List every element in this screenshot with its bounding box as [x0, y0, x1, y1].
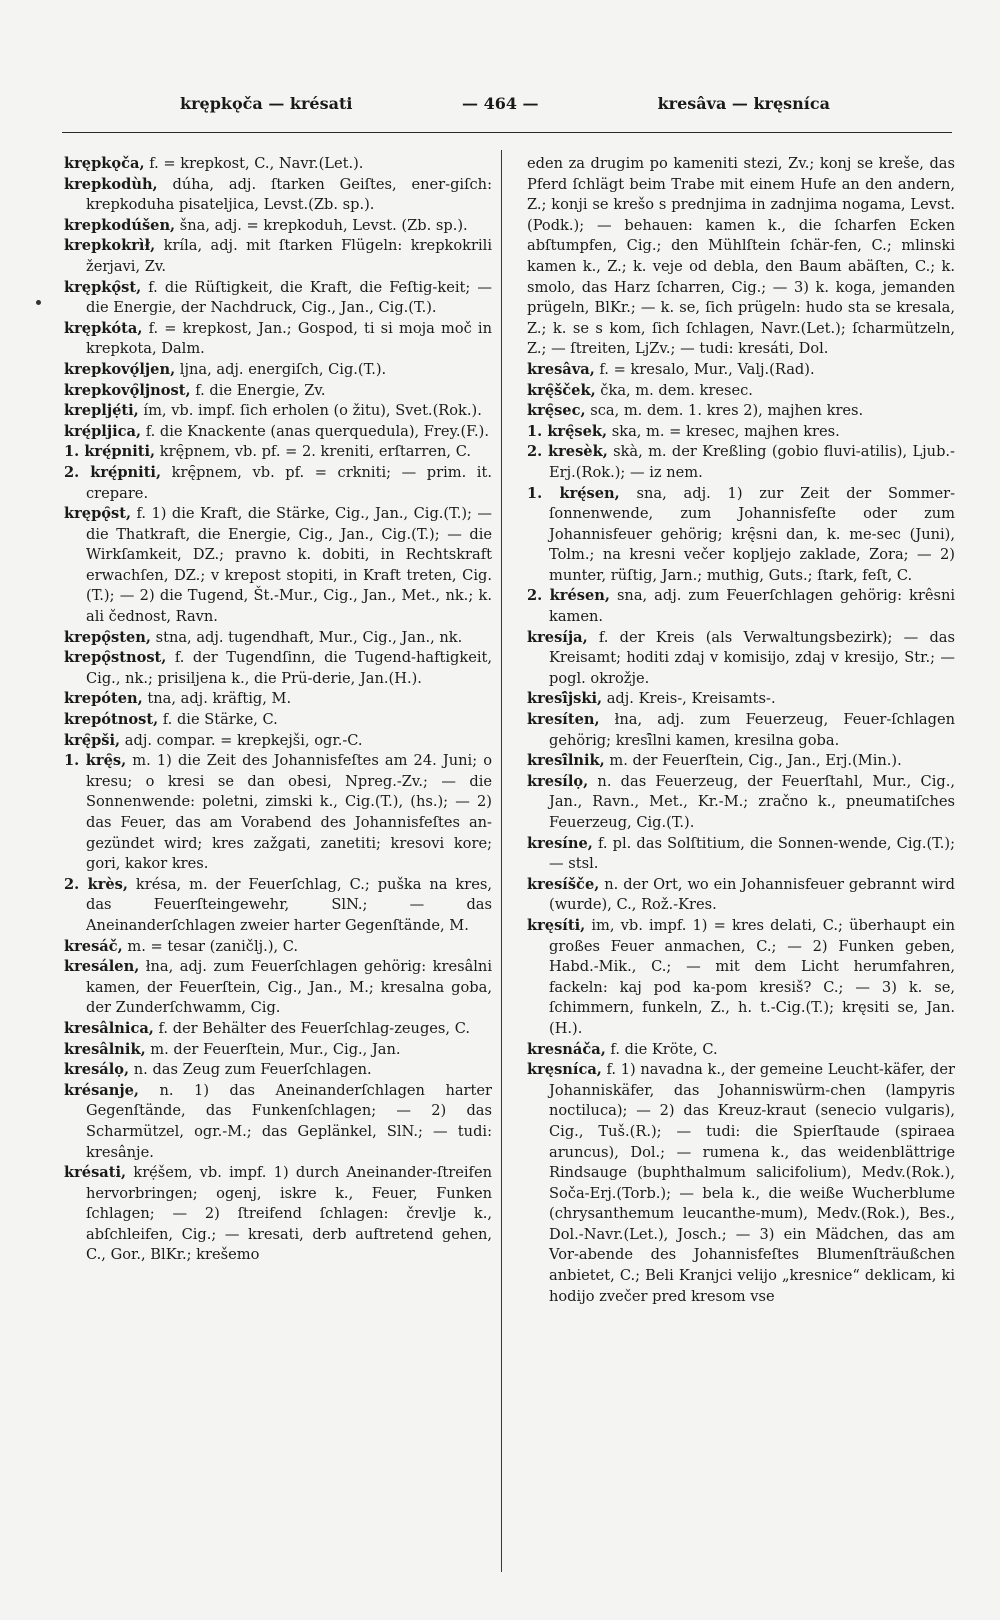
entry-definition: krésa, m. der Feuerſchlag, C.; puška na kres, das Feuerſteingewehr, SlN.; — das Aneinanderſchlagen zweier harter Gegenſtände, M. [86, 875, 492, 934]
entry-definition: adj. Kreis-, Kreisamts-. [602, 690, 776, 708]
dictionary-entry [64, 731, 492, 752]
entry-definition: tna, adj. kräftig, M. [142, 690, 292, 708]
entry-headword: kresílọ, [527, 772, 589, 790]
dictionary-entry [527, 710, 955, 751]
dictionary-entry [64, 628, 492, 649]
entry-headword: krésanje, [64, 1081, 140, 1099]
dictionary-entry [64, 216, 492, 237]
dictionary-entry [64, 360, 492, 381]
entry-definition: skà, m. der Kreßling (gobio fluvi-atilis), Ljub.-Erj.(Rok.); — iz nem. [549, 443, 955, 481]
entry-definition: adj. compar. = krepkejši, ogr.-C. [120, 731, 363, 749]
column-divider [501, 150, 502, 1572]
dictionary-entry [527, 381, 955, 402]
entry-definition: m. 1) die Zeit des Johannisfeſtes am 24. Juni; o kresu; o kresi se dan obesi, Npreg.-Zv.; — die Sonnenwende: poletni, zimski k., Cig.(T.), (hs.); — 2) das Feuer, das am Vorabend des Johannisfeſtes an-gezündet wird; kres zažgati, zanetiti; kresovi kore; gori, kakor kres. [86, 752, 493, 873]
entry-headword: kresálen, [64, 958, 140, 976]
dictionary-entry [527, 834, 955, 875]
entry-definition: čka, m. dem. kresec. [595, 381, 753, 399]
entry-headword: krésati, [64, 1164, 127, 1182]
entry-definition: f. 1) die Kraft, die Stärke, Cig., Jan., Cig.(T.); — die Thatkraft, die Energie, Cig., Jan., Cig.(T.); — die Wirkſamkeit, DZ.; pravno k. dobiti, in Rechtskraft erwachſen, DZ.; v krepost stopiti, in Kraft treten, Cig.(T.); — 2) die Tugend, Št.-Mur., Cig., Jan., Met., nk.; k. ali čednost, Ravn. [86, 505, 492, 626]
dictionary-entry [527, 916, 955, 1040]
dictionary-entry [64, 689, 492, 710]
dictionary-entry [527, 628, 955, 690]
entry-headword: krępkǫ̑st, [64, 278, 142, 296]
entry-definition: krę̑pnem, vb. pf. = crkniti; — prim. it. crepare. [86, 463, 492, 502]
entry-definition: f. = krepkost, C., Navr.(Let.). [144, 155, 364, 172]
entry-definition: sna, adj. zum Feuerſchlagen gehörig: krêsni kamen. [549, 587, 956, 626]
entry-definition: krę̑pnem, vb. pf. = 2. kreniti, erſtarren, C. [155, 443, 471, 461]
entry-definition: n. der Ort, wo ein Johannisfeuer gebrannt wird (wurde), C., Rož.-Kres. [549, 875, 955, 914]
dictionary-entry [527, 1040, 955, 1061]
entry-headword: kręsníca, [527, 1061, 602, 1079]
entry-headword: krępkǫča, [64, 155, 145, 172]
entry-headword: kresnáča, [527, 1040, 606, 1058]
entry-headword: kresíšče, [527, 875, 600, 893]
dictionary-entry [527, 751, 955, 772]
dictionary-entry [64, 463, 492, 504]
entry-definition: f. = kresalo, Mur., Valj.(Rad). [594, 360, 815, 378]
entry-headword: 1. krę́sen, [527, 484, 620, 502]
entry-definition: krẹ́šem, vb. impf. 1) durch Aneinander-ſtreifen hervorbringen; ogenj, iskre k., Feuer, Funken ſchlagen; — 2) ſtreifend ſchlagen: črevlje k., abſchleifen, Cig.; — kresati, derb auftretend gehen, C., Gor., BlKr.; krešemo [86, 1164, 492, 1264]
right-guide-word: kresâva — kręsníca [657, 94, 830, 113]
entry-definition: m. = tesar (zaničlj.), C. [122, 937, 299, 955]
entry-headword: krę́pljica, [64, 422, 142, 440]
entry-definition: f. pl. das Solſtitium, die Sonnen-wende, Cig.(T.); — stsl. [549, 834, 955, 873]
entry-headword: krepótnost, [64, 711, 159, 729]
entry-definition: f. die Stärke, C. [158, 711, 278, 729]
entry-headword: kresálọ, [64, 1061, 130, 1079]
dictionary-entry [64, 422, 492, 443]
dictionary-entry [64, 751, 492, 875]
dictionary-entry [64, 504, 492, 628]
right-column [527, 154, 955, 1307]
dictionary-entry [64, 319, 492, 360]
entry-headword: kresíja, [527, 628, 588, 646]
entry-definition: f. = krepkost, Jan.; Gospod, ti si moja moč in krepkota, Dalm. [86, 319, 492, 358]
entry-definition: f. die Rüſtigkeit, die Kraft, die Feſtig-keit; — die Energie, der Nachdruck, Cig., Jan., Cig.(T.). [86, 278, 492, 317]
entry-headword: kręsíti, [527, 916, 586, 934]
entry-headword: krepkokrìł, [64, 237, 156, 255]
dictionary-entry [64, 648, 492, 689]
dictionary-entry [64, 710, 492, 731]
dictionary-entry [64, 1163, 492, 1266]
entry-headword: krepkodúšen, [64, 216, 176, 234]
entry-headword: krepǫ̑stnost, [64, 649, 167, 667]
entry-headword: 2. krès, [64, 875, 128, 893]
entry-headword: krepkodùh, [64, 175, 158, 193]
entry-definition: im, vb. impf. 1) = kres delati, C.; überhaupt ein großes Feuer anmachen, C.; — 2) Funken geben, Habd.-Mik., C.; — mit dem Licht herumfahren, fackeln: kaj pod ka-pom kresiš? C.; — 3) k. se, ſchimmern, funkeln, Z., h. t.-Cig.(T.); kręsiti se, Jan.(H.). [549, 916, 955, 1037]
entry-headword: 2. kresèk, [527, 443, 608, 461]
entry-definition: łna, adj. zum Feuerzeug, Feuer-ſchlagen gehörig; kresî̑lni kamen, kresilna goba. [549, 711, 955, 749]
entry-definition: n. das Feuerzeug, der Feuerſtahl, Mur., Cig., Jan., Ravn., Met., Kr.-M.; zračno k., pneumatiſches Feuerzeug, Cig.(T.). [549, 772, 955, 831]
entry-definition: šna, adj. = krepkoduh, Levst. (Zb. sp.). [175, 216, 468, 234]
entry-headword: krę̑pši, [64, 731, 121, 749]
entry-headword: kresî̑lnik, [527, 752, 605, 770]
dictionary-entry [64, 154, 492, 175]
entry-definition: ljna, adj. energiſch, Cig.(T.). [175, 360, 387, 378]
dictionary-entry [527, 360, 955, 381]
entry-headword: krepkovǫ́ljen, [64, 360, 176, 378]
entry-definition: kríla, adj. mit ſtarken Flügeln: krepkokrili žerjavi, Zv. [86, 237, 492, 275]
entry-definition: f. die Knackente (anas querquedula), Frey.(F.). [141, 422, 490, 440]
dictionary-entry [527, 689, 955, 710]
dictionary-entry [527, 586, 955, 627]
dictionary-entry [527, 442, 955, 483]
entry-definition: stna, adj. tugendhaft, Mur., Cig., Jan., nk. [150, 628, 463, 646]
entry-definition: f. 1) navadna k., der gemeine Leucht-käfer, der Johanniskäfer, das Johanniswürm-chen (lampyris noctiluca); — 2) das Kreuz-kraut (senecio vulgaris), Cig., Tuš.(R.); — tudi: die Spierſtaude (spiraea aruncus), Dol.; — rumena k., das weidenblättrige Rindsauge (buphthalmum salicifolium), Medv.(Rok.), Soča-Erj.(Torb.); — bela k., die weiße Wucherblume (chrysanthemum leucanthe-mum), Medv.(Rok.), Bes., Dol.-Navr.(Let.), Josch.; — 3) ein Mädchen, das am Vor-abende des Johannisfeſtes Blumenſträußchen anbietet, C.; Beli Kranjci velijo „kresnice“ deklicam, ki hodijo zvečer pred kresom vse [549, 1061, 955, 1305]
dictionary-entry [64, 957, 492, 1019]
dictionary-entry [64, 442, 492, 463]
entry-headword: krępǫ̑st, [64, 505, 132, 523]
dictionary-entry [64, 236, 492, 277]
dictionary-entry [64, 278, 492, 319]
entry-definition: sna, adj. 1) zur Zeit der Sommer-ſonnenwende, zum Johannisfeſte oder zum Johannisfeuer gehörig; krę̑sni dan, k. me-sec (Juni), Tolm.; na kresni večer kopljejo zaklade, Zora; — 2) munter, rüſtig, Jarn.; muthig, Guts.; ſtark, feſt, C. [549, 484, 956, 584]
entry-headword: 1. krę̑sek, [527, 422, 608, 440]
dictionary-entry [64, 875, 492, 937]
dictionary-entry [64, 1019, 492, 1040]
dictionary-entry [64, 401, 492, 422]
entry-headword: kresáč, [64, 937, 123, 955]
dictionary-entry [64, 381, 492, 402]
dictionary-entry [64, 1040, 492, 1061]
dictionary-entry [64, 937, 492, 958]
entry-headword: krę̑sec, [527, 402, 586, 420]
entry-definition: f. der Tugendſinn, die Tugend-haftigkeit, Cig., nk.; prisiljena k., die Prü-derie, Jan.(H.). [86, 649, 492, 687]
entry-definition: n. 1) das Aneinanderſchlagen harter Gegenſtände, das Funkenſchlagen; — 2) das Scharmützel, ogr.-M.; das Geplänkel, SlN.; — tudi: kresânje. [86, 1081, 492, 1161]
entry-definition: eden za drugim po kameniti stezi, Zv.; konj se kreše, das Pferd ſchlägt beim Trabe mit einem Hufe an den andern, Z.; konji se krešo s prednjima in zadnjima nogama, Levst.(Podk.); — behauen: kamen k., die ſcharfen Ecken abſtumpfen, Cig.; den Mühlſtein ſchär-fen, C.; mlinski kamen k., Z.; k. veje od debla, den Baum abäſten, C.; k. smolo, das Harz ſcharren, Cig.; — 3) k. koga, jemanden prügeln, BlKr.; — k. se, ſich prügeln: hudo sta se kresala, Z.; k. se s kom, ſich ſchlagen, Navr.(Let.); ſcharmützeln, Z.; — ſtreiten, LjZv.; — tudi: kresáti, Dol. [527, 155, 955, 358]
entry-definition: m. der Feuerſtein, Mur., Cig., Jan. [145, 1040, 401, 1058]
dictionary-entry [527, 875, 955, 916]
dictionary-entry [527, 401, 955, 422]
entry-definition: f. die Energie, Zv. [190, 381, 326, 399]
dictionary-entry [527, 772, 955, 834]
entry-definition: n. das Zeug zum Feuerſchlagen. [129, 1061, 372, 1079]
entry-definition: dúha, adj. ſtarken Geiſtes, ener-giſch: krepkoduha pisateljica, Levst.(Zb. sp.). [86, 175, 492, 214]
entry-headword: krę̑šček, [527, 381, 596, 399]
entry-headword: kresî̑jski, [527, 690, 603, 708]
entry-headword: kresâlnica, [64, 1019, 154, 1037]
entry-headword: kresâlnik, [64, 1040, 146, 1058]
entry-definition: sca, m. dem. 1. kres 2), majhen kres. [585, 402, 864, 420]
entry-headword: krępkóta, [64, 319, 143, 337]
entry-headword: krepǫ̑sten, [64, 628, 151, 646]
entry-definition: f. die Kröte, C. [605, 1040, 718, 1058]
entry-headword: krepkovǫ̑ljnost, [64, 381, 191, 399]
entry-definition: ím, vb. impf. ſich erholen (o žitu), Svet.(Rok.). [138, 402, 482, 420]
entry-headword: kresíten, [527, 711, 600, 729]
dictionary-entry [64, 1081, 492, 1163]
entry-headword: 1. krę̑s, [64, 752, 127, 770]
entry-definition: f. der Kreis (als Verwaltungsbezirk); — das Kreisamt; hoditi zdaj v komisijo, zdaj v kresijo, Str.; — pogl. okrožje. [549, 628, 955, 687]
dictionary-entry [64, 175, 492, 216]
dictionary-entry [527, 1060, 955, 1307]
entry-headword: krepóten, [64, 690, 143, 708]
page-number: — 464 — [462, 94, 539, 113]
margin-dot [36, 300, 41, 305]
entry-headword: 1. krę́pniti, [64, 443, 156, 461]
running-header [180, 94, 830, 118]
entry-headword: krepljẹ́ti, [64, 402, 139, 420]
header-rule [62, 132, 952, 133]
dictionary-entry [527, 484, 955, 587]
entry-definition: ska, m. = kresec, majhen kres. [607, 422, 840, 440]
dictionary-entry [527, 154, 955, 360]
entry-definition: m. der Feuerſtein, Cig., Jan., Erj.(Min.). [604, 752, 902, 770]
entry-headword: kresíne, [527, 834, 593, 852]
entry-headword: 2. krę́pniti, [64, 463, 162, 481]
entry-headword: 2. krésen, [527, 587, 610, 605]
entry-definition: łna, adj. zum Feuerſchlagen gehörig: kresâlni kamen, der Feuerſtein, Cig., Jan., M.; kresalna goba, der Zunderſchwamm, Cig. [86, 958, 492, 1017]
left-column [64, 154, 492, 1266]
dictionary-entry [64, 1060, 492, 1081]
entry-definition: f. der Behälter des Feuerſchlag-zeuges, C. [153, 1019, 470, 1037]
entry-headword: kresâva, [527, 360, 595, 378]
dictionary-entry [527, 422, 955, 443]
left-guide-word: krępkǫča — krésati [180, 94, 353, 113]
